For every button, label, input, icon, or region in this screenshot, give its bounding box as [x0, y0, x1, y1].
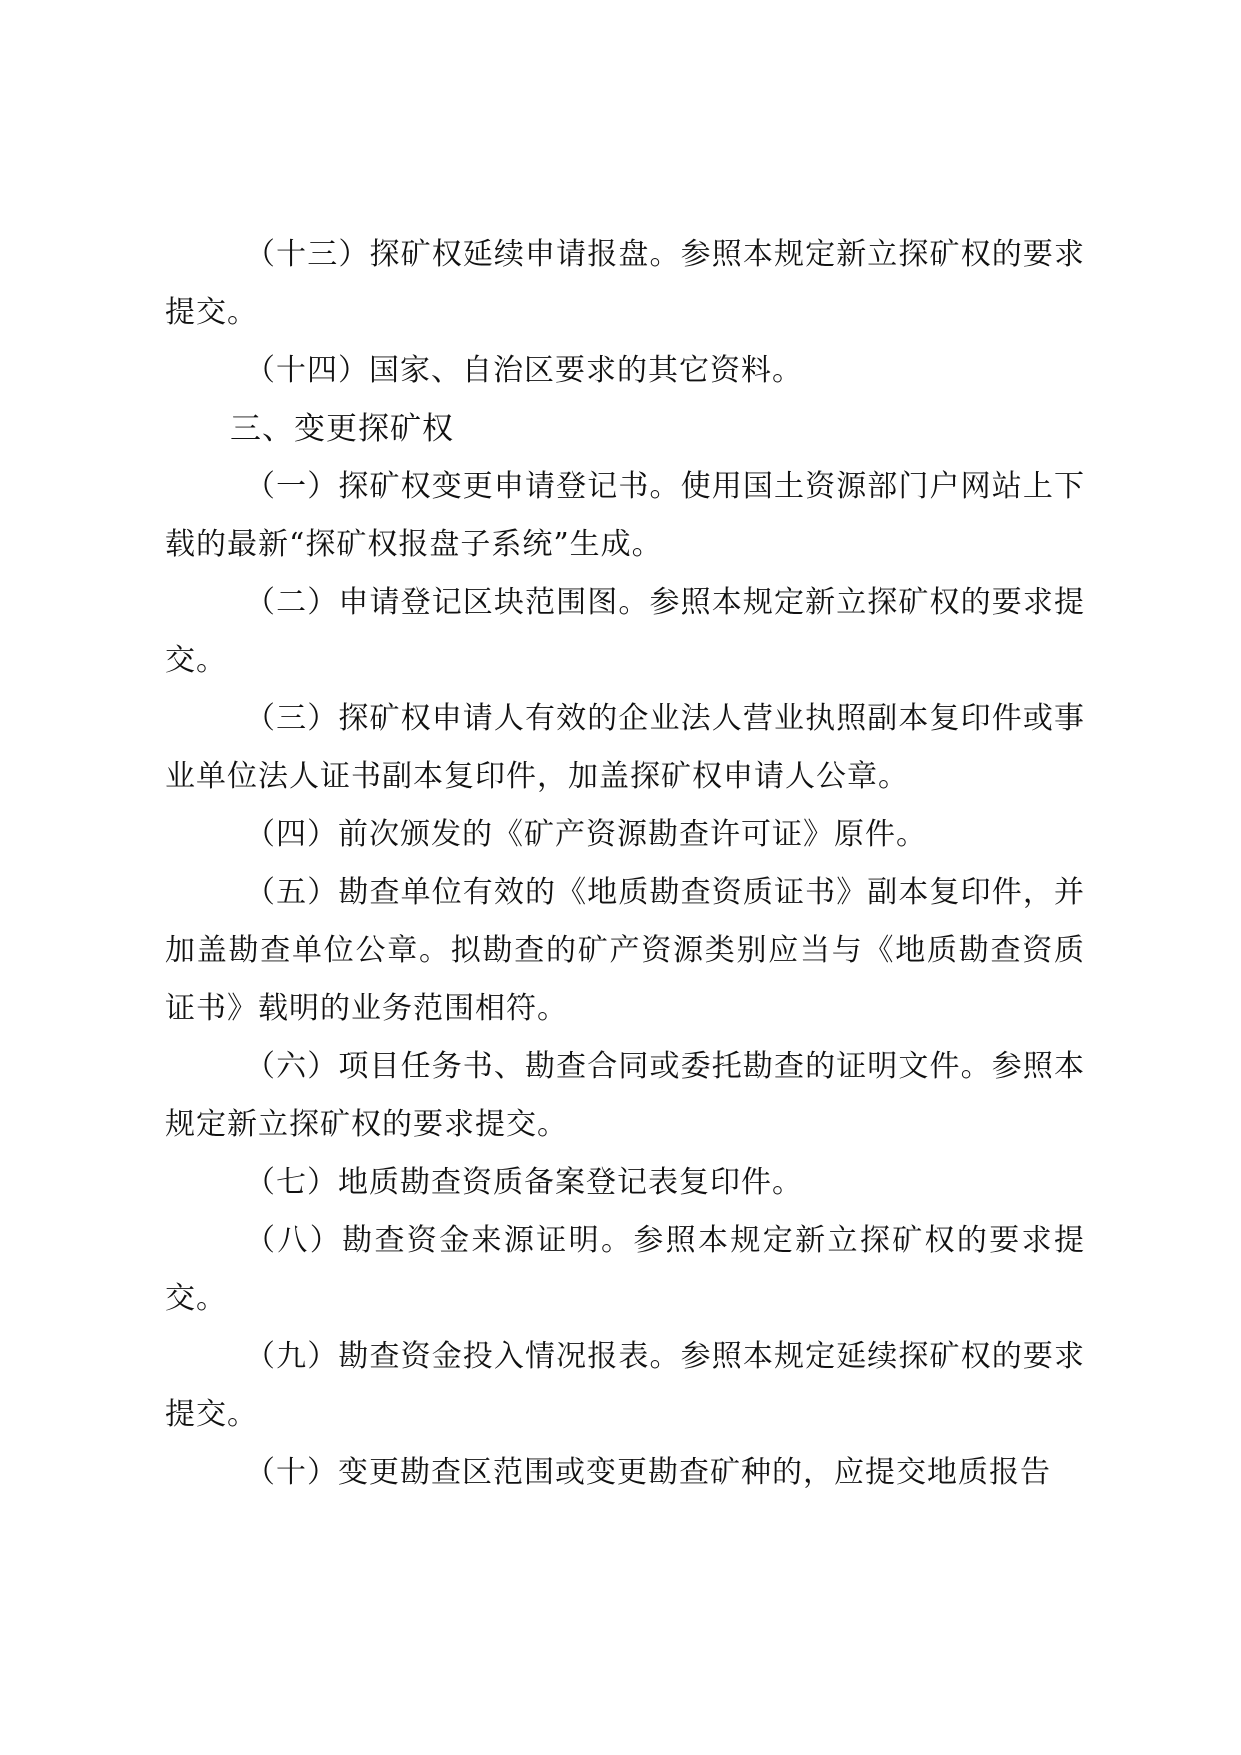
paragraph-5-qualification-certificate: （五）勘查单位有效的《地质勘查资质证书》副本复印件，并加盖勘查单位公章。拟勘查的矿产资源类别应当与《地质勘查资质证书》载明的业务范围相符。	[165, 875, 1085, 1026]
paragraph-8-funding-source: （八）勘查资金来源证明。参照本规定新立探矿权的要求提交。	[165, 1223, 1085, 1316]
paragraph-7-filing-form: （七）地质勘查资质备案登记表复印件。	[245, 1165, 803, 1200]
paragraph-14-other-materials: （十四）国家、自治区要求的其它资料。	[245, 353, 803, 388]
paragraph-10-geological-report: （十）变更勘查区范围或变更勘查矿种的，应提交地质报告	[245, 1455, 1051, 1490]
paragraph-9-funding-report: （九）勘查资金投入情况报表。参照本规定延续探矿权的要求提交。	[165, 1339, 1085, 1432]
paragraph-13-renewal-disk: （十三）探矿权延续申请报盘。参照本规定新立探矿权的要求提交。	[165, 237, 1085, 330]
paragraph-2-block-map: （二）申请登记区块范围图。参照本规定新立探矿权的要求提交。	[165, 585, 1085, 678]
paragraph-1-change-application: （一）探矿权变更申请登记书。使用国土资源部门户网站上下载的最新“探矿权报盘子系统”生成。	[165, 469, 1085, 562]
paragraph-3-business-license: （三）探矿权申请人有效的企业法人营业执照副本复印件或事业单位法人证书副本复印件，加盖探矿权申请人公章。	[165, 701, 1085, 794]
section-heading-change-exploration-right: 三、变更探矿权	[230, 411, 454, 447]
document-body	[165, 226, 1085, 1502]
paragraph-6-task-documents: （六）项目任务书、勘查合同或委托勘查的证明文件。参照本规定新立探矿权的要求提交。	[165, 1049, 1085, 1142]
paragraph-4-previous-license: （四）前次颁发的《矿产资源勘查许可证》原件。	[245, 817, 927, 852]
